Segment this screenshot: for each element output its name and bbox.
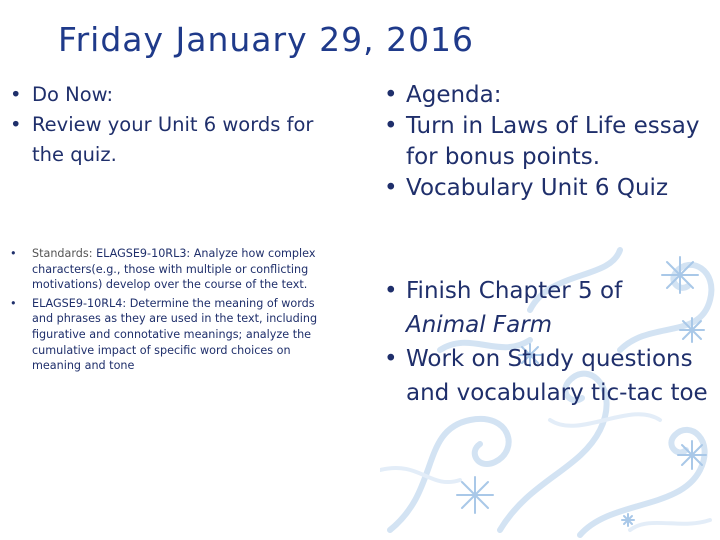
list-item: • Review your Unit 6 words for the quiz.: [8, 110, 338, 170]
list-item: • ELAGSE9-10RL4: Determine the meaning of words and phrases as they are used in the text, including figurative and connotative meanings; analyze the cumulative impact of specific word choices on meaning and tone: [8, 296, 333, 374]
standards-label: Standards:: [32, 247, 93, 260]
list-item: [8, 246, 333, 293]
finish-chapter-text: Finish Chapter 5 of: [406, 278, 623, 304]
do-now-list: [8, 80, 338, 170]
snowflake-icon: [622, 514, 634, 526]
list-item: • Turn in Laws of Life essay for bonus points.: [382, 111, 717, 173]
list-item: • Do Now:: [8, 80, 338, 110]
snowflake-icon: [678, 441, 706, 469]
agenda-list: [382, 80, 717, 204]
list-item: • Agenda:: [382, 80, 717, 111]
snowflake-icon: [457, 477, 493, 513]
book-title: Animal Farm: [406, 312, 553, 338]
tasks-list: [382, 274, 720, 410]
page-title: Friday January 29, 2016: [58, 20, 475, 59]
standard-rl3: ELAGSE9-10RL3: Analyze how complex characters(e.g., those with multiple or conflicting motivations) develop over the course of the text.: [32, 247, 316, 292]
standards-list: [8, 246, 333, 377]
list-item: • Work on Study questions and vocabulary tic-tac toe: [382, 342, 720, 410]
list-item: [382, 274, 720, 342]
list-item: • Vocabulary Unit 6 Quiz: [382, 173, 717, 204]
